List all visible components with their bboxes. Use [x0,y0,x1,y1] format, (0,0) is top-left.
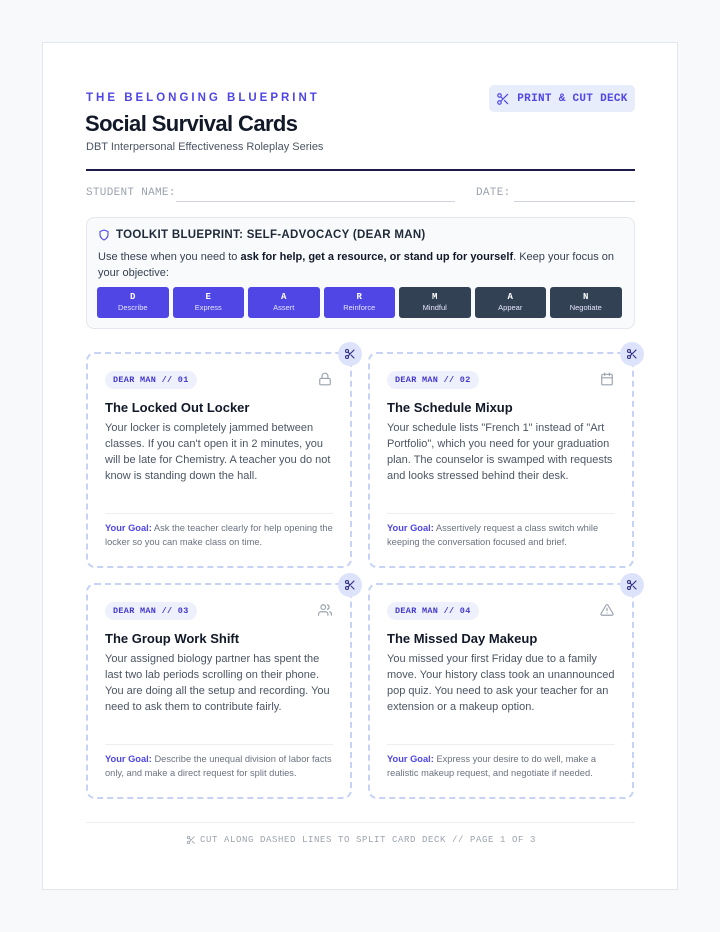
letter-char: M [432,292,438,302]
scenario-card-4 [368,583,634,799]
card-divider [105,513,333,514]
scissors-icon [338,342,362,366]
toolkit-text-emphasis: ask for help, get a resource, or stand up for yourself [240,251,514,263]
goal-label: Your Goal: [105,754,152,764]
letter-char: A [281,292,287,302]
card-tag: DEAR MAN // 03 [105,602,197,620]
page-footer [43,835,679,845]
letter-n [550,287,622,318]
toolkit-text-end: . Keep your focus on your objective: [98,251,615,279]
card-goal [387,522,619,549]
card-tag: DEAR MAN // 01 [105,371,197,389]
page-title: Social Survival Cards [85,111,298,136]
toolkit-panel [86,217,635,329]
letter-word: Mindful [422,303,447,312]
letter-word: Appear [498,303,523,312]
letter-a-assert [248,287,320,318]
letter-word: Reinforce [343,303,376,312]
card-title: The Locked Out Locker [105,400,250,415]
scissors-icon [620,573,644,597]
goal-text: Describe the unequal division of labor facts only, and make a direct request for split duties. [105,754,332,778]
letter-word: Describe [117,303,148,312]
brand-label: THE BELONGING BLUEPRINT [86,92,320,104]
card-tag: DEAR MAN // 04 [387,602,479,620]
goal-text: Assertively request a class switch while keeping the conversation focused and brief. [387,523,599,547]
card-divider [105,744,333,745]
scenario-card-3 [86,583,352,799]
letter-e [173,287,245,318]
letter-char: R [356,292,362,302]
toolkit-heading-text: TOOLKIT BLUEPRINT: SELF-ADVOCACY (DEAR MAN) [116,229,426,241]
letter-word: Assert [273,303,295,312]
goal-text: Express your desire to do well, make a realistic makeup request, and negotiate if needed. [387,754,597,778]
student-name-label: STUDENT NAME: [86,187,176,199]
date-field[interactable] [514,201,635,202]
users-icon [318,603,332,617]
warning-icon [600,603,614,617]
goal-text: Ask the teacher clearly for help opening the locker so you can make class on time. [105,523,333,547]
worksheet-page [42,42,678,890]
card-goal [387,753,619,780]
card-scenario: Your assigned biology partner has spent the last two lab periods scrolling on their phone. You are doing all the setup and recording. You need to ask them to contribute fairly. [105,653,330,713]
scissors-icon [496,92,510,106]
goal-label: Your Goal: [387,754,434,764]
toolkit-description [98,249,618,281]
footer-text: CUT ALONG DASHED LINES TO SPLIT CARD DECK // PAGE 1 OF 3 [199,835,537,845]
header-divider [86,169,635,171]
card-title: The Schedule Mixup [387,400,513,415]
letter-char: D [130,292,136,302]
letter-word: Express [194,303,222,312]
print-cut-label: PRINT & CUT DECK [517,92,628,105]
letter-d [97,287,169,318]
toolkit-heading [98,229,426,241]
calendar-icon [600,372,614,386]
card-title: The Missed Day Makeup [387,631,538,646]
scenario-card-1 [86,352,352,568]
card-title: The Group Work Shift [105,631,240,646]
letter-m [399,287,471,318]
scissors-icon [620,342,644,366]
print-cut-button[interactable] [489,85,635,112]
card-scenario: Your locker is completely jammed between classes. If you can't open it in 2 minutes, you will be late for Chemistry. A teacher you do not know is standing down the hall. [105,422,331,482]
date-label: DATE: [476,187,511,199]
letter-word: Negotiate [569,303,602,312]
goal-label: Your Goal: [387,523,434,533]
card-tag: DEAR MAN // 02 [387,371,479,389]
letter-r [324,287,396,318]
page-subtitle: DBT Interpersonal Effectiveness Roleplay Series [86,141,324,153]
scissors-icon [338,573,362,597]
scissors-icon [186,835,196,845]
dear-man-letters [97,287,622,318]
card-scenario: You missed your first Friday due to a family move. Your history class took an unannounced pop quiz. You need to ask your teacher for an extension or a makeup option. [387,653,615,713]
card-scenario: Your schedule lists "French 1" instead of "Art Portfolio", which you need for your graduation plan. The counselor is swamped with requests and looks stressed behind their desk. [387,422,613,482]
goal-label: Your Goal: [105,523,152,533]
lock-icon [318,372,332,386]
toolkit-text-start: Use these when you need to [98,251,241,263]
card-goal [105,522,337,549]
letter-char: N [583,292,589,302]
shield-icon [98,229,110,241]
card-goal [105,753,337,780]
letter-char: A [507,292,513,302]
letter-a-appear [475,287,547,318]
scenario-card-2 [368,352,634,568]
student-name-field[interactable] [176,201,455,202]
card-divider [387,513,615,514]
card-divider [387,744,615,745]
footer-divider [86,822,635,823]
letter-char: E [205,292,211,302]
